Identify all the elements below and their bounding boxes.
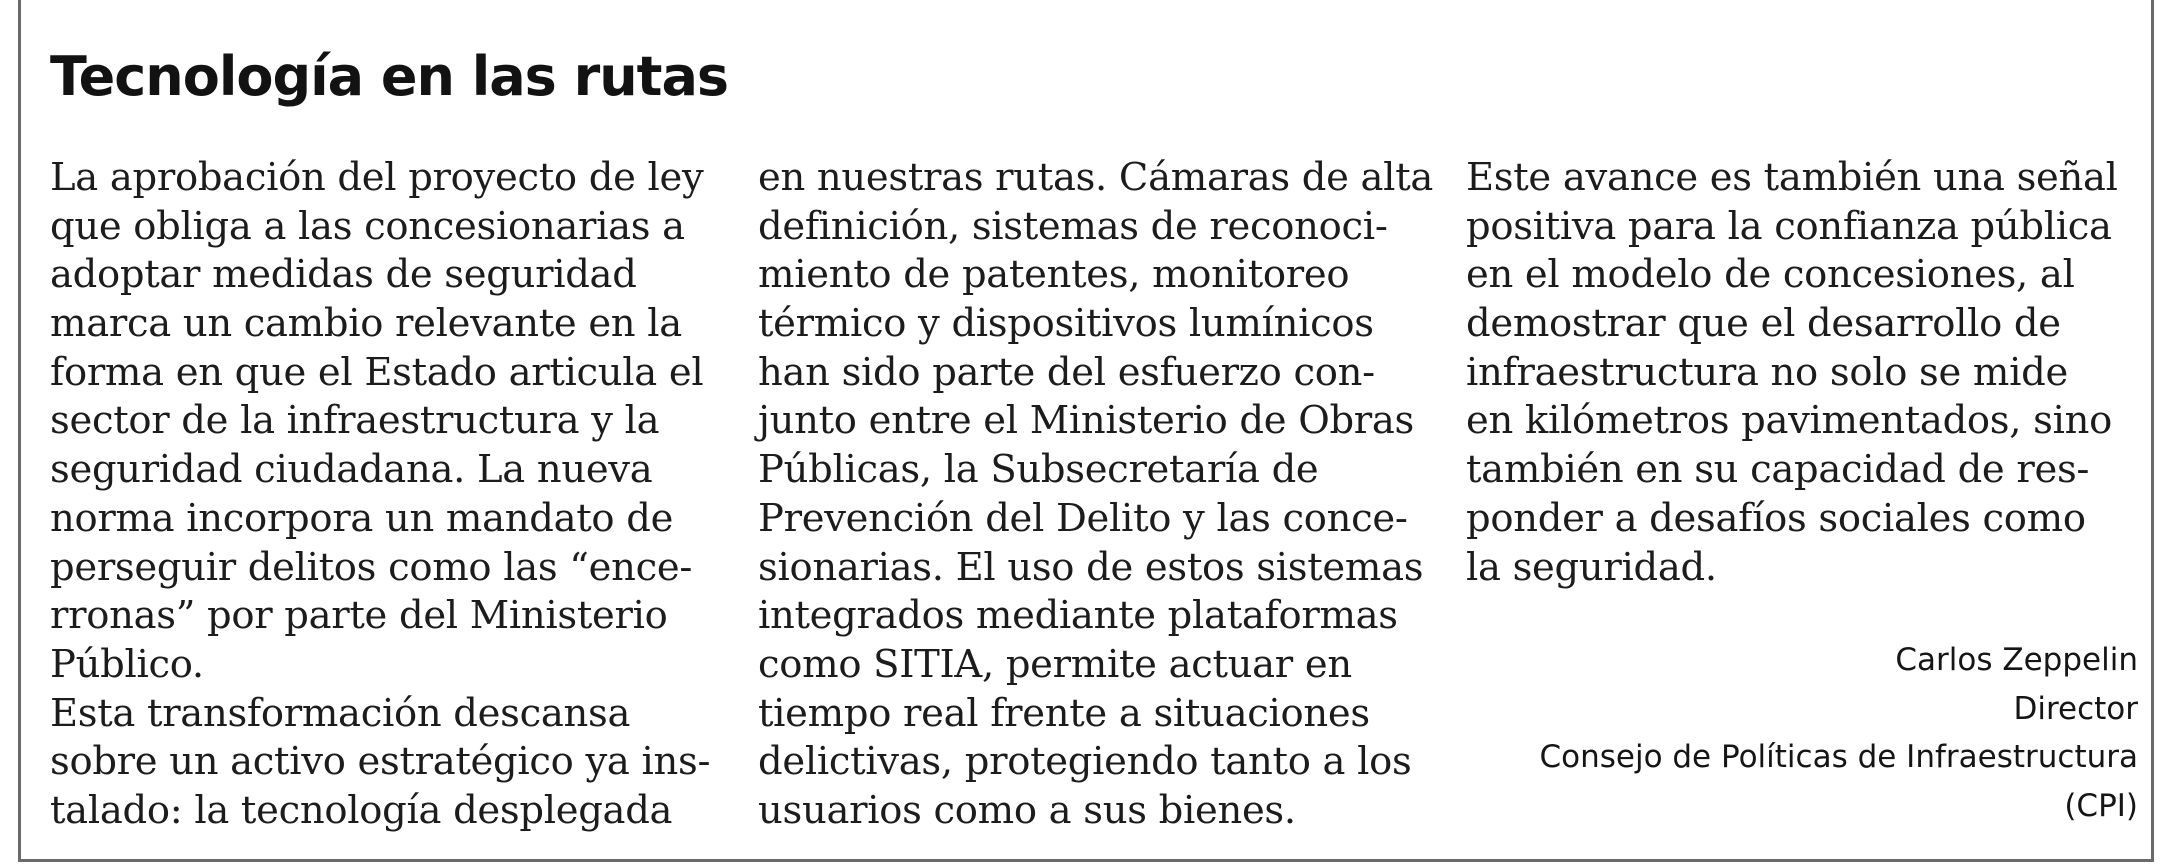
text-line: ponder a desafíos sociales como — [1466, 495, 2086, 541]
text-line: en nuestras rutas. Cámaras de alta — [758, 155, 1434, 200]
article-column-3 — [1466, 154, 2118, 592]
text-line: como SITIA, permite actuar en — [758, 641, 1352, 687]
author-role: Director — [2013, 690, 2138, 727]
text-line: en kilómetros pavimentados, sino — [1466, 398, 2112, 444]
article-column-2 — [758, 154, 1433, 836]
text-line: perseguir delitos como las “ence- — [50, 544, 693, 590]
text-line: seguridad ciudadana. La nueva — [50, 447, 653, 493]
text-line: usuarios como a sus bienes. — [758, 787, 1296, 833]
text-line: delictivas, protegiendo tanto a los — [758, 739, 1412, 785]
text-line: talado: la tecnología desplegada — [50, 787, 673, 833]
text-line: norma incorpora un mandato de — [50, 495, 674, 541]
text-line: sobre un activo estratégico ya ins- — [50, 739, 711, 785]
text-line: también en su capacidad de res- — [1466, 447, 2090, 493]
text-line: Prevención del Delito y las conce- — [758, 495, 1408, 541]
text-line: integrados mediante plataformas — [758, 593, 1398, 639]
text-line: Públicas, la Subsecretaría de — [758, 447, 1319, 493]
text-line: demostrar que el desarrollo de — [1466, 301, 2061, 347]
text-line: definición, sistemas de reconoci- — [758, 203, 1388, 249]
author-signature — [1539, 636, 2138, 831]
text-line: han sido parte del esfuerzo con- — [758, 349, 1375, 395]
text-line: Público. — [50, 641, 204, 687]
author-name: Carlos Zeppelin — [1895, 642, 2138, 678]
text-line: la seguridad. — [1466, 544, 1717, 590]
text-line: térmico y dispositivos lumínicos — [758, 301, 1374, 347]
text-line: positiva para la confianza pública — [1466, 203, 2112, 249]
text-line: rronas” por parte del Ministerio — [50, 593, 668, 639]
text-line: tiempo real frente a situaciones — [758, 690, 1370, 736]
text-line: infraestructura no solo se mide — [1466, 349, 2068, 395]
text-line: La aprobación del proyecto de ley — [50, 155, 704, 200]
text-line: forma en que el Estado articula el — [50, 349, 704, 395]
text-line: Este avance es también una señal — [1466, 155, 2118, 200]
text-line: marca un cambio relevante en la — [50, 301, 682, 347]
text-line: en el modelo de concesiones, al — [1466, 252, 2075, 298]
author-organization: Consejo de Políticas de Infraestructura — [1539, 739, 2138, 776]
text-line: adoptar medidas de seguridad — [50, 252, 637, 298]
text-line: sector de la infraestructura y la — [50, 398, 660, 444]
article-column-1 — [50, 154, 710, 836]
text-line: sionarias. El uso de estos sistemas — [758, 544, 1424, 590]
author-organization-acronym: (CPI) — [2064, 788, 2138, 825]
text-line: que obliga a las concesionarias a — [50, 203, 685, 249]
text-line: miento de patentes, monitoreo — [758, 252, 1350, 298]
text-line: Esta transformación descansa — [50, 690, 631, 736]
article-title: Tecnología en las rutas — [50, 45, 729, 108]
text-line: junto entre el Ministerio de Obras — [758, 398, 1415, 444]
